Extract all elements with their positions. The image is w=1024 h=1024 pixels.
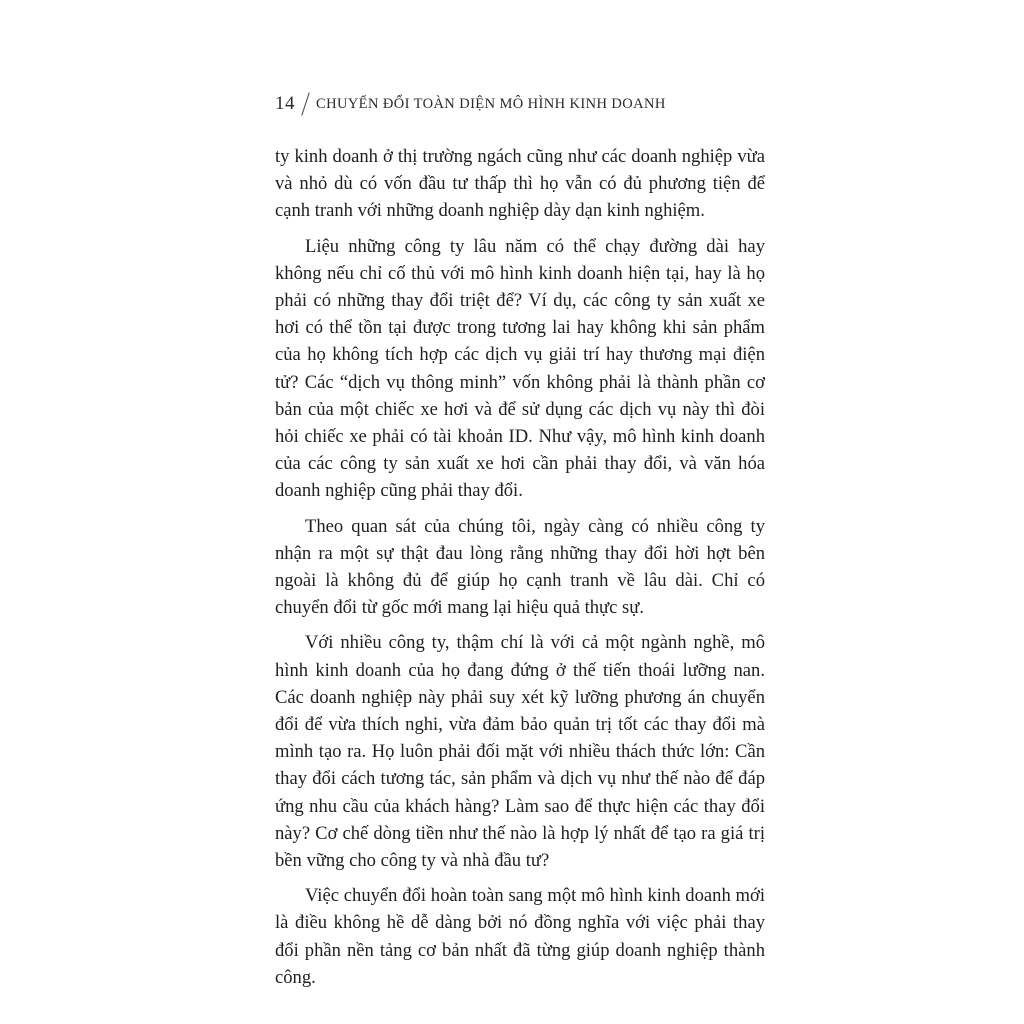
paragraph: Với nhiều công ty, thậm chí là với cả một ngành nghề, mô hình kinh doanh của họ đang đứng ở thế tiến thoái lưỡng nan. Các doanh nghiệp này phải suy xét kỹ lưỡng phương án chuyển đổi để vừa thích nghi, vừa đảm bảo quản trị tốt các thay đổi mà mình tạo ra. Họ luôn phải đối mặt với nhiều thách thức lớn: Cần thay đổi cách tương tác, sản phẩm và dịch vụ như thế nào để đáp ứng nhu cầu của khách hàng? Làm sao để thực hiện các thay đổi này? Cơ chế dòng tiền như thế nào là hợp lý nhất để tạo ra giá trị bền vững cho công ty và nhà đầu tư?: [275, 632, 765, 872]
header-divider: [301, 92, 309, 115]
paragraph: Việc chuyển đổi hoàn toàn sang một mô hình kinh doanh mới là điều không hề dễ dàng bởi nó đồng nghĩa với việc phải thay đổi phần nền tảng cơ bản nhất đã từng giúp doanh nghiệp thành công.: [275, 885, 765, 988]
paragraph: Liệu những công ty lâu năm có thể chạy đường dài hay không nếu chỉ cố thủ với mô hình kinh doanh hiện tại, hay là họ phải có những thay đổi triệt để? Ví dụ, các công ty sản xuất xe hơi có thể tồn tại được trong tương lai hay không khi sản phẩm của họ không tích hợp các dịch vụ giải trí hay thương mại điện tử? Các “dịch vụ thông minh” vốn không phải là thành phần cơ bản của một chiếc xe hơi và để sử dụng các dịch vụ này thì đòi hỏi chiếc xe phải có tài khoản ID. Như vậy, mô hình kinh doanh của các công ty sản xuất xe hơi cần phải thay đổi, và văn hóa doanh nghiệp cũng phải thay đổi.: [275, 235, 765, 502]
running-header: [275, 92, 666, 116]
paragraph-continued: ty kinh doanh ở thị trường ngách cũng như các doanh nghiệp vừa và nhỏ dù có vốn đầu tư thấp thì họ vẫn có đủ phương tiện để cạnh tranh với những doanh nghiệp dày dạn kinh nghiệm.: [275, 146, 765, 222]
paragraph: Theo quan sát của chúng tôi, ngày càng có nhiều công ty nhận ra một sự thật đau lòng rằng những thay đổi hời hợt bên ngoài là không đủ để giúp họ cạnh tranh về lâu dài. Chỉ có chuyển đổi từ gốc mới mang lại hiệu quả thực sự.: [275, 515, 765, 619]
page-number: 14: [275, 93, 295, 114]
chapter-title: CHUYỂN ĐỔI TOÀN DIỆN MÔ HÌNH KINH DOANH: [316, 95, 666, 112]
body-text: [275, 143, 765, 999]
